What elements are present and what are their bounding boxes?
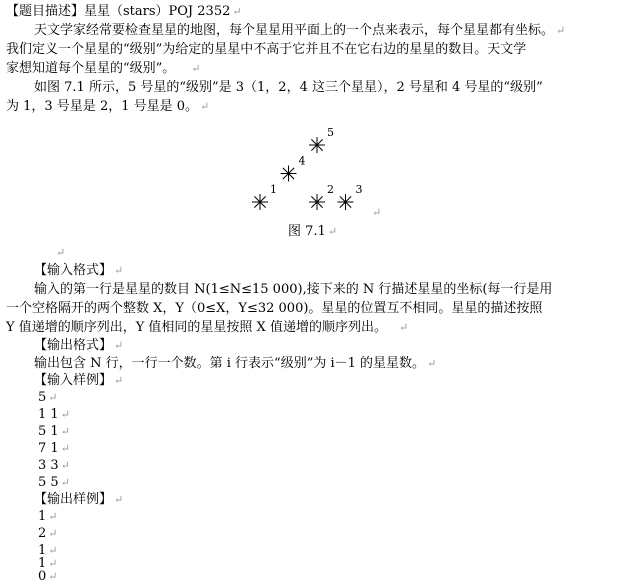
figure-arrow-mark: ↵ <box>372 206 382 219</box>
para-mark: ↵ <box>556 24 566 37</box>
para-mark: ↵ <box>56 246 66 259</box>
input-format-line-2 <box>6 300 542 317</box>
para-mark: ↵ <box>48 510 58 523</box>
para-mark: ↵ <box>114 374 124 387</box>
blank-line <box>54 244 65 261</box>
star-label: 3 <box>355 183 363 196</box>
problem-header-text: 【题目描述】星星（stars）POJ 2352 <box>6 4 231 19</box>
sample-input-value: 5 5 <box>38 475 59 490</box>
para-mark: ↵ <box>114 264 124 277</box>
sample-input-header <box>34 372 123 389</box>
para-mark: ↵ <box>48 544 58 557</box>
sample-input-line <box>38 389 58 406</box>
output-format-header-text: 【输出格式】 <box>34 338 113 353</box>
star-4 <box>281 155 306 182</box>
sample-output-value: 2 <box>38 526 47 541</box>
sample-output-value: 1 <box>38 556 47 571</box>
sample-output-line <box>38 525 58 542</box>
para-mark: ↵ <box>398 321 409 334</box>
sample-input-line <box>38 457 70 474</box>
star-label: 4 <box>298 154 306 168</box>
star-3 <box>338 183 363 210</box>
sample-input-line <box>38 440 70 457</box>
para-mark: ↵ <box>114 493 124 506</box>
output-format-line <box>34 355 436 372</box>
para2-text-1: 如图 7.1 所示，5 号星的“级别”是 3（1，2，4 这三个星星），2 号星和 4 号星的“级别” <box>34 80 543 95</box>
star-2 <box>309 183 334 210</box>
para-mark: ↵ <box>60 425 70 438</box>
sample-input-value: 5 <box>38 390 47 405</box>
para-mark: ↵ <box>232 5 242 18</box>
star-label: 1 <box>270 183 277 196</box>
sample-output-header <box>34 491 123 508</box>
para2-text-2: 为 1，3 号星是 2，1 号星是 0。 <box>6 99 199 114</box>
input-format-text-3: Y 值递增的顺序列出，Y 值相同的星星按照 X 值递增的顺序列出。 <box>6 320 387 335</box>
para-mark: ↵ <box>48 557 58 570</box>
sample-input-value: 1 1 <box>38 407 59 422</box>
output-format-text: 输出包含 N 行，一行一个数。第 i 行表示“级别”为 i－1 的星星数。 <box>34 356 426 371</box>
sample-input-header-text: 【输入样例】 <box>34 373 113 388</box>
figure-caption <box>288 223 337 240</box>
para-mark: ↵ <box>48 570 58 583</box>
para1-text-2: 我们定义一个星星的“级别”为给定的星星中不高于它并且不在它右边的星星的数目。天文学 <box>6 42 527 57</box>
input-format-text-2: 一个空格隔开的两个整数 X，Y（0≤X，Y≤32 000)。星星的位置互不相同。星星的描述按照 <box>6 301 543 316</box>
sample-input-value: 7 1 <box>38 441 59 456</box>
sample-output-value: 1 <box>38 509 47 524</box>
sample-output-value: 1 <box>38 543 47 558</box>
para-mark: ↵ <box>48 527 58 540</box>
para-mark: ↵ <box>60 459 70 472</box>
sample-output-line <box>38 568 58 585</box>
figure-caption-text: 图 7.1 <box>288 224 326 239</box>
para-mark: ↵ <box>114 339 124 352</box>
para-mark: ↵ <box>191 62 201 75</box>
para-mark: ↵ <box>60 442 70 455</box>
para-mark: ↵ <box>200 100 210 113</box>
sample-input-line <box>38 474 70 491</box>
input-format-header-text: 【输入格式】 <box>34 263 113 278</box>
star-5 <box>309 126 334 153</box>
sample-output-header-text: 【输出样例】 <box>34 492 113 507</box>
star-label: 5 <box>327 126 334 139</box>
sample-input-line <box>38 406 70 423</box>
sample-output-line <box>38 508 58 525</box>
para-mark: ↵ <box>427 357 437 370</box>
para-mark: ↵ <box>60 408 70 421</box>
para-mark: ↵ <box>60 476 70 489</box>
output-format-header <box>34 337 123 354</box>
sample-input-line <box>38 423 70 440</box>
para1-text-1: 天文学家经常要检查星星的地图，每个星星用平面上的一个点来表示，每个星星都有坐标。 <box>34 23 555 38</box>
para1-text-3: 家想知道每个星星的“级别”。 <box>6 61 176 76</box>
input-format-text-1: 输入的第一行是星星的数目 N(1≤N≤15 000),接下来的 N 行描述星星的坐标(每一行是用 <box>34 282 553 297</box>
sample-input-value: 5 1 <box>38 424 59 439</box>
input-format-line-3 <box>6 319 408 336</box>
star-1 <box>252 183 277 210</box>
sample-output-value: 0 <box>38 569 47 584</box>
para-mark: ↵ <box>327 225 338 238</box>
star-label: 2 <box>327 183 334 196</box>
input-format-header <box>34 262 123 279</box>
para-mark: ↵ <box>48 391 58 404</box>
input-format-line-1 <box>34 281 552 298</box>
sample-input-value: 3 3 <box>38 458 59 473</box>
